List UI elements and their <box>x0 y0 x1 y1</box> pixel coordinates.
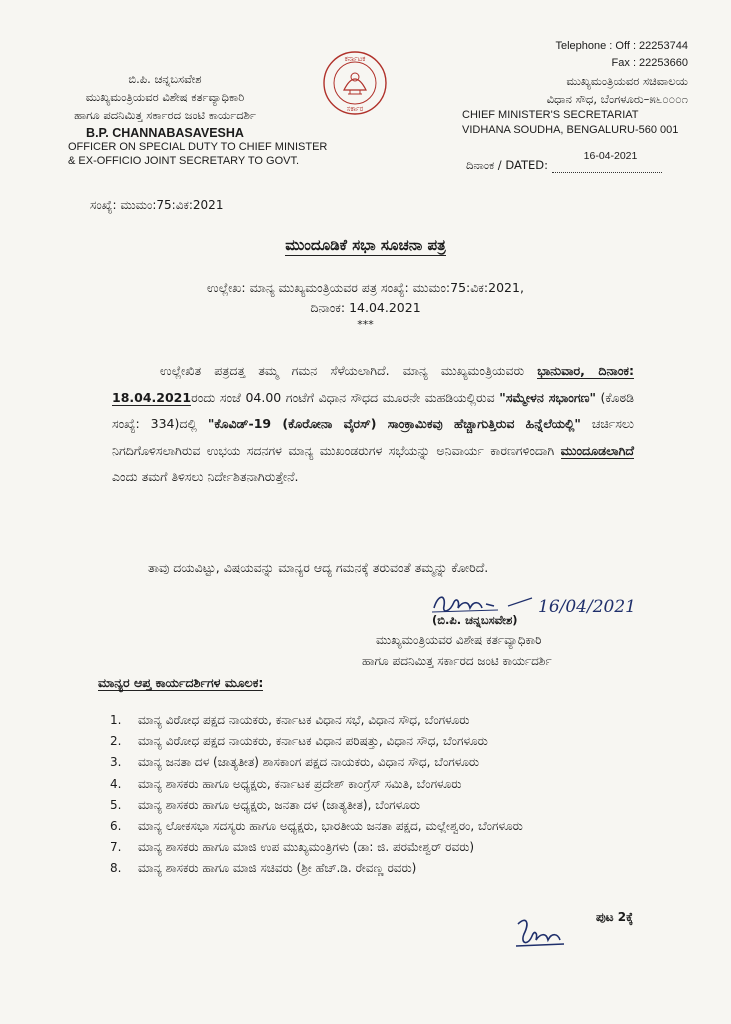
item-number: 6. <box>110 819 122 834</box>
signature-date: 16/04/2021 <box>538 597 636 617</box>
signatory-designation-1: ಮುಖ್ಯಮಂತ್ರಿಯವರ ವಿಶೇಷ ಕರ್ತವ್ಯಾಧಿಕಾರಿ <box>376 633 542 647</box>
subject-block <box>0 278 731 318</box>
item-number: 2. <box>110 734 122 749</box>
item-text: ಮಾನ್ಯ ಶಾಸಕರು ಹಾಗೂ ಮಾಜಿ ಸಚಿವರು (ಶ್ರೀ ಹೆಚ್.ಡಿ. ರೇವಣ್ಣ ರವರು) <box>138 861 417 876</box>
karnataka-emblem-icon <box>322 50 388 116</box>
list-item <box>110 731 640 752</box>
document-title-text: ಮುಂದೂಡಿಕೆ ಸಭಾ ಸೂಚನಾ ಪತ್ರ <box>285 236 446 254</box>
sender-designation-kn-1: ಮುಖ್ಯಮಂತ್ರಿಯವರ ವಿಶೇಷ ಕರ್ತವ್ಯಾಧಿಕಾರಿ <box>85 90 245 104</box>
sender-block <box>0 70 330 168</box>
body-paragraph <box>112 358 634 491</box>
date-field <box>552 150 662 173</box>
item-text: ಮಾನ್ಯ ವಿರೋಧ ಪಕ್ಷದ ನಾಯಕರು, ಕರ್ನಾಟಕ ವಿಧಾನ ಪರಿಷತ್ತು, ವಿಧಾನ ಸೌಧ, ಬೆಂಗಳೂರು <box>138 734 488 749</box>
fax: Fax : 22253660 <box>611 57 688 69</box>
postponed-word: ಮುಂದೂಡಲಾಗಿದೆ <box>560 442 634 458</box>
list-item <box>110 752 640 773</box>
sender-name-kn: ಬಿ.ಪಿ. ಚನ್ನಬಸವೇಶ <box>128 72 202 86</box>
secretariat-kn: ಮುಖ್ಯಮಂತ್ರಿಯವರ ಸಚಿವಾಲಯ <box>566 74 688 88</box>
sender-designation-en-2: & EX-OFFICIO JOINT SECRETARY TO GOVT. <box>68 155 300 167</box>
meeting-date: ಭಾನುವಾರ, ದಿನಾಂಕ: 18.04.2021 <box>112 363 635 405</box>
body-text-a: ಉಲ್ಲೇಖಿತ ಪತ್ರದತ್ತ ತಮ್ಮ ಗಮನ ಸೆಳೆಯಲಾಗಿದೆ. ಮಾನ್ಯ ಮುಖ್ಯಮಂತ್ರಿಯವರು <box>160 363 538 378</box>
sender-designation-en-1: OFFICER ON SPECIAL DUTY TO CHIEF MINISTER <box>68 141 328 153</box>
item-number: 8. <box>110 861 122 876</box>
list-item <box>110 858 640 879</box>
list-item <box>110 710 640 731</box>
item-text: ಮಾನ್ಯ ಜನತಾ ದಳ (ಜಾತ್ಯತೀತ) ಶಾಸಕಾಂಗ ಪಕ್ಷದ ನಾಯಕರು, ವಿಧಾನ ಸೌಧ, ಬೆಂಗಳೂರು <box>138 755 480 770</box>
date-label: ದಿನಾಂಕ / DATED: <box>466 158 548 172</box>
emblem-bottom-text: ಸರ್ಕಾರ <box>346 105 364 113</box>
telephone: Telephone : Off : 22253744 <box>555 40 688 52</box>
list-item <box>110 816 640 837</box>
body-text-c: ರಂದು ಸಂಜೆ 04.00 ಗಂಟೆಗೆ ವಿಧಾನ ಸೌಧದ ಮೂರನೇ ಮಹಡಿಯಲ್ಲಿರುವ <box>191 389 500 405</box>
secretariat-block <box>448 38 688 138</box>
handwritten-initial <box>512 912 572 954</box>
page-turn-note: ಪುಟ 2ಕ್ಕೆ <box>596 910 634 924</box>
list-item <box>110 795 640 816</box>
recipient-list <box>110 710 640 880</box>
date-value: 16-04-2021 <box>583 150 638 162</box>
body-text-g: ಚರ್ಚಿಸಲು ನಿಗದಿಗೊಳಿಸಲಾಗಿರುವ ಉಭಯ ಸದನಗಳ ಮಾನ್ಯ ಮುಖಂಡರುಗಳ ಸಭೆಯನ್ನು ಅನಿವಾರ್ಯ ಕಾರಣಗಳಿಂದಾಗಿ <box>112 416 634 458</box>
via-heading-text: ಮಾನ್ಯರ ಆಪ್ತ ಕಾರ್ಯದರ್ಶಿಗಳ ಮೂಲಕ: <box>98 675 264 690</box>
signatory-name: (ಬಿ.ಪಿ. ಚನ್ನಬಸವೇಶ) <box>432 613 518 627</box>
request-line: ತಾವು ದಯವಿಟ್ಟು, ವಿಷಯವನ್ನು ಮಾನ್ಯರ ಆದ್ಯ ಗಮನಕ್ಕೆ ತರುವಂತೆ ತಮ್ಮನ್ನು ಕೋರಿದೆ. <box>148 560 489 575</box>
signatory-designation-2: ಹಾಗೂ ಪದನಿಮಿತ್ತ ಸರ್ಕಾರದ ಜಂಟಿ ಕಾರ್ಯದರ್ಶಿ <box>362 654 552 668</box>
item-text: ಮಾನ್ಯ ಲೋಕಸಭಾ ಸದಸ್ಯರು ಹಾಗೂ ಅಧ್ಯಕ್ಷರು, ಭಾರತೀಯ ಜನತಾ ಪಕ್ಷದ, ಮಲ್ಲೇಶ್ವರಂ, ಬೆಂಗಳೂರು <box>138 819 523 834</box>
body-text-i: ಎಂದು ತಮಗೆ ತಿಳಿಸಲು ನಿರ್ದೇಶಿತನಾಗಿರುತ್ತೇನೆ. <box>112 469 299 484</box>
item-text: ಮಾನ್ಯ ವಿರೋಧ ಪಕ್ಷದ ನಾಯಕರು, ಕರ್ನಾಟಕ ವಿಧಾನ ಸಭೆ, ವಿಧಾನ ಸೌಧ, ಬೆಂಗಳೂರು <box>138 713 470 727</box>
item-text: ಮಾನ್ಯ ಶಾಸಕರು ಹಾಗೂ ಮಾಜಿ ಉಪ ಮುಖ್ಯಮಂತ್ರಿಗಳು (ಡಾ: ಜಿ. ಪರಮೇಶ್ವರ್ ರವರು) <box>138 840 475 855</box>
item-number: 1. <box>110 713 122 727</box>
sender-name-en: B.P. CHANNABASAVESHA <box>86 126 244 140</box>
item-text: ಮಾನ್ಯ ಶಾಸಕರು ಹಾಗೂ ಅಧ್ಯಕ್ಷರು, ಕರ್ನಾಟಕ ಪ್ರದೇಶ್ ಕಾಂಗ್ರೆಸ್ ಸಮಿತಿ, ಬೆಂಗಳೂರು <box>138 776 462 791</box>
address-en: VIDHANA SOUDHA, BENGALURU-560 001 <box>462 124 679 136</box>
address-kn: ವಿಧಾನ ಸೌಧ, ಬೆಂಗಳೂರು–೫೬೦೦೦೧ <box>546 92 688 106</box>
subject-line-1: ಉಲ್ಲೇಖ: ಮಾನ್ಯ ಮುಖ್ಯಮಂತ್ರಿಯವರ ಪತ್ರ ಸಂಖ್ಯೆ: ಮುಮಂ:75:ವಿಕ:2021, <box>207 280 524 295</box>
item-number: 5. <box>110 797 122 812</box>
body-text-e: (ಕೊಠಡಿ ಸಂಖ್ಯೆ: 334)ದಲ್ಲಿ <box>112 389 634 431</box>
item-number: 4. <box>110 776 122 791</box>
secretariat-en: CHIEF MINISTER'S SECRETARIAT <box>462 109 639 121</box>
via-heading <box>98 675 263 691</box>
reference-number: ಸಂಖ್ಯೆ: ಮುಮಂ:75:ವಿಕ:2021 <box>90 198 224 212</box>
date-row <box>466 150 696 173</box>
document-title <box>0 236 731 254</box>
item-number: 7. <box>110 840 122 855</box>
item-number: 3. <box>110 755 122 770</box>
item-text: ಮಾನ್ಯ ಶಾಸಕರು ಹಾಗೂ ಅಧ್ಯಕ್ಷರು, ಜನತಾ ದಳ (ಜಾತ್ಯತೀತ), ಬೆಂಗಳೂರು <box>138 797 421 812</box>
venue-name: "ಸಮ್ಮೇಳನ ಸಭಾಂಗಣ" <box>499 389 596 405</box>
sender-designation-kn-2: ಹಾಗೂ ಪದನಿಮಿತ್ತ ಸರ್ಕಾರದ ಜಂಟಿ ಕಾರ್ಯದರ್ಶಿ <box>74 108 256 122</box>
subject-line-2: ದಿನಾಂಕ: 14.04.2021 <box>310 300 421 315</box>
meeting-topic: "ಕೊವಿಡ್-19 (ಕೊರೋನಾ ವೈರಸ್) ಸಾಂಕ್ರಾಮಿಕವು ಹೆಚ್ಚಾಗುತ್ತಿರುವ ಹಿನ್ನೆಲೆಯಲ್ಲಿ" <box>207 416 581 431</box>
list-item <box>110 837 640 858</box>
list-item <box>110 774 640 795</box>
emblem-top-text: ಕರ್ನಾಟಕ <box>344 55 366 63</box>
separator-stars: *** <box>357 318 374 331</box>
